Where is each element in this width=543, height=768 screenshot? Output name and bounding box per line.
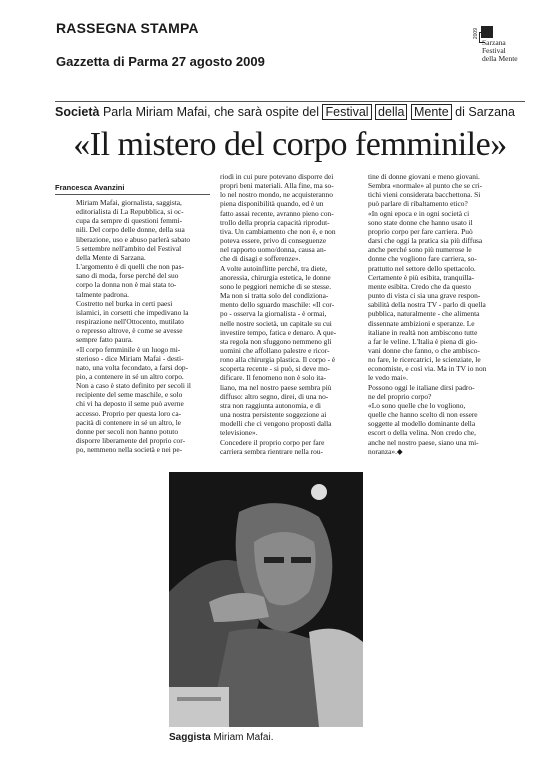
text-line: modelli che ci vengono proposti dalla — [220, 419, 332, 429]
portrait-photo-graphic — [169, 472, 363, 727]
text-line: Sembra «normale» al punto che se cri- — [368, 181, 483, 191]
article-headline: «Il mistero del corpo femminile» — [73, 126, 507, 163]
text-line: carriera sembra rientrare nella rou- — [220, 446, 323, 456]
text-line: Miriam Mafai, giornalista, saggista, — [76, 198, 182, 207]
text-line: sono state donne che hanno usato il — [368, 217, 473, 227]
text-line: nato, una volta fecondato, a farsi dop- — [76, 362, 189, 372]
text-line: A volte autoinflitte perché, tra diete, — [220, 263, 327, 273]
article-column-2 — [220, 172, 358, 456]
strap-boxed-della: della — [375, 104, 407, 120]
text-line: «In ogni epoca e in ogni società ci — [368, 208, 470, 218]
logo-line-1: Sarzana — [482, 38, 506, 47]
text-line: vani donne che fanno, o che ambisco- — [368, 345, 480, 355]
text-line: respirazione nell'Ottocento, mutilato — [76, 317, 184, 327]
text-line: della Mente di Sarzana. — [76, 252, 146, 262]
text-line: dissennate ambizioni e speranze. Le — [368, 318, 475, 328]
text-line: piena disponibilità quando, ed è un — [220, 199, 324, 209]
text-line: anoressia, chirurgia estetica, le donne — [220, 272, 331, 282]
text-line: economiste, e così via. Ma in TV io non — [368, 364, 487, 374]
text-line: po, nemmeno nella società e nei pe- — [76, 445, 183, 455]
text-line: disporre liberamente del proprio cor- — [76, 436, 186, 446]
text-line: rono alla chirurgia plastica. Il corpo - è — [220, 355, 336, 365]
text-line: Costretto nel burka in certi paesi — [76, 298, 173, 308]
text-line: accesso. Proprio per questa loro ca- — [76, 408, 182, 418]
text-line: liano, ma nel nostro paese sembra più — [220, 382, 332, 392]
text-line: donne che vogliono fare carriera, so- — [368, 254, 477, 264]
text-line: o represso altrove, è come se avesse — [76, 326, 183, 336]
logo-text — [482, 39, 518, 63]
logo-line-2: Festival — [482, 46, 506, 55]
text-line: fatto assai recente, avranno pieno con- — [220, 208, 334, 218]
text-line: mento dello sguardo maschile: «Il cor- — [220, 300, 335, 310]
text-line: cupa da sempre di questioni femmi- — [76, 216, 183, 226]
text-line: quelle che hanno scelto di non essere — [368, 410, 478, 420]
text-line: soggette al modello dominante della — [368, 419, 476, 429]
article-column-3 — [368, 172, 508, 456]
text-line: islamici, in corsetti che impedivano la — [76, 307, 189, 317]
text-line: investire tempo, fatica e denaro. A que- — [220, 327, 337, 337]
text-line: ne del proprio corpo? — [368, 391, 432, 401]
text-line: Ma non si tratta solo del condiziona- — [220, 291, 329, 301]
text-line: sono le peggiori nemiche di se stesse. — [220, 281, 332, 291]
article-strapline — [55, 105, 525, 119]
text-line: italiane in realtà non ambiscono tutte — [368, 327, 478, 337]
text-line: nel rapporto uomo/donna, causa an- — [220, 245, 327, 255]
text-line: po - osserva la giornalista - è ormai, — [220, 309, 327, 319]
portrait-photo — [169, 472, 363, 727]
text-line: sterioso - dice Miriam Mafai - desti- — [76, 353, 184, 363]
author-divider — [55, 194, 210, 195]
text-line: prattutto nel settore dello spettacolo. — [368, 263, 476, 273]
text-line: editorialista di La Repubblica, si oc- — [76, 207, 184, 217]
text-line: donne per secoli non hanno potuto — [76, 426, 179, 436]
text-line: mente esibita. Credo che da questo — [368, 281, 472, 291]
text-line: noranza».◆ — [368, 446, 403, 456]
text-line: a far le veline. L'Italia è piena di gio- — [368, 336, 478, 346]
text-line: dificare. Il fenomeno non è solo ita- — [220, 373, 327, 383]
text-line: scoperta recente - si può, si deve mo- — [220, 364, 330, 374]
text-line: «Lo sono quelle che lo vogliono, — [368, 400, 466, 410]
article-column-1 — [76, 198, 212, 454]
text-line: «Il corpo femminile è un luogo mi- — [76, 344, 181, 354]
text-line: trollo della propria capacità riprodut- — [220, 217, 330, 227]
text-line: L'argomento è di quelli che non pas- — [76, 262, 184, 272]
source-and-date: Gazzetta di Parma 27 agosto 2009 — [56, 54, 265, 69]
text-line: propri beni materiali. Alla fine, ma so- — [220, 181, 334, 191]
strap-text-a: Parla Miriam Mafai, che sarà ospite del — [102, 105, 323, 119]
text-line: liberazione, uso e abuso parlerà sabato — [76, 234, 191, 244]
logo-line-3: della Mente — [482, 54, 518, 63]
text-line: sta regola non sfuggono nemmeno gli — [220, 336, 332, 346]
text-line: una nostra persistente soggezione ai — [220, 410, 327, 420]
text-line: televisione». — [220, 428, 258, 438]
caption-label: Saggista — [169, 732, 211, 743]
article-author: Francesca Avanzini — [55, 183, 125, 192]
strap-boxed-mente: Mente — [411, 104, 452, 120]
text-line: pubblica, naturalmente - che alimenta — [368, 309, 480, 319]
text-line: chi vi ha deposto il seme può averne — [76, 399, 184, 409]
text-line: uomini che affollano palestre e ricor- — [220, 345, 330, 355]
text-line: che di disagi e sofferenze». — [220, 254, 301, 264]
text-line: punto di vista ci sia una grave respon- — [368, 291, 481, 301]
text-line: talmente padrona. — [76, 289, 129, 299]
strap-boxed-festival: Festival — [322, 104, 371, 120]
festival-logo — [474, 22, 530, 66]
text-line: proprio corpo per fare carriera. Può — [368, 226, 473, 236]
text-line: pacità di contenere in sé un altro, le — [76, 417, 182, 427]
text-line: le vedo mai». — [368, 373, 409, 383]
strap-text-b: di Sarzana — [451, 105, 515, 119]
text-line: diffuso: altro segno, direi, di una no- — [220, 391, 329, 401]
text-line: Non a caso è stato definito per secoli il — [76, 381, 191, 391]
text-line: può parlare di ribaltamento etico? — [368, 199, 468, 209]
text-line: corpo la donna non è mai stata to- — [76, 280, 177, 290]
text-line: sempre fatto paura. — [76, 335, 133, 345]
text-line: lo nel nostro mondo, ne acquisteranno — [220, 190, 333, 200]
logo-year: 2009 — [473, 28, 479, 40]
text-line: sano di moda, forse perché del suo — [76, 271, 179, 281]
text-line: sabilità della nostra TV - parlo di quella — [368, 300, 486, 310]
text-line: darsi che oggi la pratica sia più diffusa — [368, 236, 483, 246]
text-line: anche nel nostro paese, siano una mi- — [368, 437, 479, 447]
text-line: tiva. Un cambiamento che non è, e non — [220, 226, 336, 236]
text-line: Possono oggi le italiane dirsi padro- — [368, 382, 475, 392]
text-line: tichi vieni considerata bacchettona. Si — [368, 190, 481, 200]
text-line: escort o della velina. Non credo che, — [368, 428, 476, 438]
text-line: tine di donne giovani e meno giovani. — [368, 172, 480, 181]
photo-caption — [169, 732, 273, 743]
caption-text: Miriam Mafai. — [210, 732, 274, 743]
text-line: recipiente del seme maschile, e solo — [76, 390, 183, 400]
text-line: nelle nostre società, un capitale su cui — [220, 318, 332, 328]
text-line: poteva essere, privo di conseguenze — [220, 236, 327, 246]
press-review-title: RASSEGNA STAMPA — [56, 20, 199, 36]
text-line: riodi in cui pure potevano disporre dei — [220, 172, 334, 181]
section-label: Società — [55, 105, 100, 119]
top-divider — [55, 101, 525, 102]
text-line: nili. Del corpo delle donne, della sua — [76, 225, 185, 235]
text-line: Certamente è più esibita, tranquilla- — [368, 272, 475, 282]
text-line: anche perché sono più numerose le — [368, 245, 472, 255]
text-line: pio, a contenere in sé un altro corpo. — [76, 371, 184, 381]
text-line: Concedere il proprio corpo per fare — [220, 437, 325, 447]
text-line: no fare, le ricercatrici, le scienziate, le — [368, 355, 481, 365]
text-line: 5 settembre nell'ambito del Festival — [76, 243, 182, 253]
text-line: stra non raggiunta autonomia, e di — [220, 400, 321, 410]
